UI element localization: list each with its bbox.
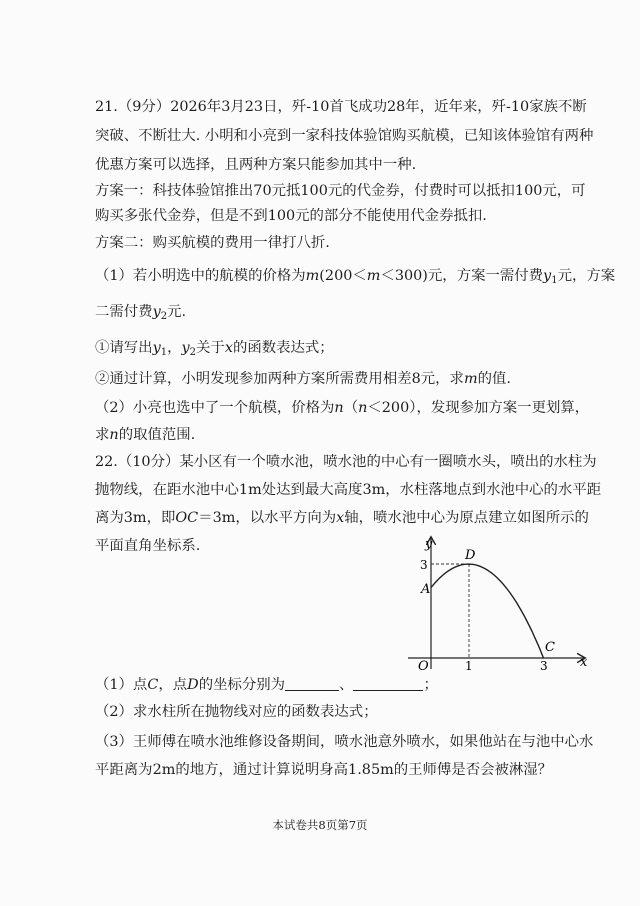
text: 轴，喷水池中心为原点建立如图所示的 xyxy=(344,510,589,526)
text: 元，方案 xyxy=(557,268,616,284)
tick-y-3: 3 xyxy=(420,558,428,572)
var-n: n xyxy=(334,400,344,416)
q21-sub-1 xyxy=(95,338,334,358)
page-footer: 本试卷共8页第7页 xyxy=(272,818,368,832)
text: ，点 xyxy=(158,677,188,693)
subscript: 2 xyxy=(160,311,168,322)
tick-x-1: 1 xyxy=(465,659,473,672)
segment-oc: OC xyxy=(175,510,199,526)
x-axis-label: x xyxy=(580,655,588,670)
text: 元. xyxy=(167,304,187,320)
text: ； xyxy=(423,677,438,693)
text: 、 xyxy=(339,677,354,693)
text: ②通过计算，小明发现参加两种方案所需费用相差8元，求 xyxy=(95,371,464,387)
point-c-label: C xyxy=(545,640,555,655)
text: 的值. xyxy=(477,371,511,387)
q22-part3-line-2: 平距离为2m的地方，通过计算说明身高1.85m的王师傅是否会被淋湿？ xyxy=(95,762,553,778)
answer-blank-c[interactable] xyxy=(285,676,339,691)
var-y: y xyxy=(152,304,161,320)
text: （1）点 xyxy=(95,677,148,693)
text: 的取值范围. xyxy=(118,427,196,443)
var-x: x xyxy=(336,510,345,526)
q21-part1-line-1 xyxy=(95,266,615,286)
q21-sub-2 xyxy=(95,369,511,389)
text: ＝3m，以水平方向为 xyxy=(198,510,337,526)
q21-plan2: 方案二：购买航模的费用一律打八折. xyxy=(95,235,330,251)
text: 二需付费 xyxy=(95,304,153,320)
text: ， xyxy=(167,340,182,356)
q21-part1-line-2 xyxy=(95,302,186,322)
text: 的函数表达式； xyxy=(232,340,334,356)
var-n: n xyxy=(358,400,368,416)
q21-part2-line-2 xyxy=(95,425,195,445)
parabola-curve xyxy=(431,564,544,658)
q22-line-4: 平面直角坐标系. xyxy=(95,538,201,554)
var-n: n xyxy=(109,427,119,443)
q21-line-3: 优惠方案可以选择，且两种方案只能参加其中一种. xyxy=(95,157,417,173)
text: 关于 xyxy=(196,340,225,356)
var-m: m xyxy=(305,268,320,284)
y-axis-label: y xyxy=(425,537,433,552)
var-y: y xyxy=(543,268,552,284)
text: 的坐标分别为 xyxy=(198,677,286,693)
subscript: 1 xyxy=(160,347,168,358)
q22-line-1: 22.（10分）某小区有一个喷水池，喷水池的中心有一圈喷水头，喷出的水柱为 xyxy=(95,454,597,470)
point-d-label: D xyxy=(465,548,476,563)
var-m: m xyxy=(463,371,478,387)
subscript: 1 xyxy=(551,275,558,286)
var-x: x xyxy=(224,340,233,356)
text: （2）小亮也选中了一个航模，价格为 xyxy=(95,400,335,416)
text: （1）若小明选中的航模的价格为 xyxy=(95,268,306,284)
text: （ xyxy=(343,400,359,416)
var-y: y xyxy=(181,340,190,356)
tick-x-3: 3 xyxy=(540,659,548,672)
q22-line-3 xyxy=(95,508,589,528)
text: (200＜ xyxy=(319,268,367,284)
text: 离为3m，即 xyxy=(95,510,176,526)
q21-line-1: 21.（9分）2026年3月23日，歼-10首飞成功28年，近年来，歼-10家族不断 xyxy=(95,99,587,115)
q22-part1 xyxy=(95,675,438,695)
point-d: D xyxy=(187,677,199,693)
point-a-label: A xyxy=(421,582,431,597)
q21-plan1-line-2: 购买多张代金券，但是不到100元的部分不能使用代金券抵扣. xyxy=(95,208,487,224)
answer-blank-d[interactable] xyxy=(353,676,423,691)
parabola-graph xyxy=(402,532,592,672)
text: 求 xyxy=(95,427,110,443)
q21-part2-line-1 xyxy=(95,398,589,418)
text: ＜300)元，方案一需付费 xyxy=(380,268,544,284)
q22-part2: （2）求水柱所在抛物线对应的函数表达式； xyxy=(95,704,378,720)
point-c: C xyxy=(147,677,159,693)
q21-plan1-line-1: 方案一：科技体验馆推出70元抵100元的代金券，付费时可以抵扣100元，可 xyxy=(95,183,586,199)
origin-label: O xyxy=(418,659,429,672)
subscript: 2 xyxy=(189,347,197,358)
q21-line-2: 突破、不断壮大. 小明和小亮到一家科技体验馆购买航模，已知该体验馆有两种 xyxy=(95,128,594,144)
text: ＜200），发现参加方案一更划算， xyxy=(367,400,590,416)
q22-part3-line-1: （3）王师傅在喷水池维修设备期间，喷水池意外喷水，如果他站在与池中心水 xyxy=(95,734,594,750)
var-m: m xyxy=(366,268,381,284)
q22-line-2: 抛物线，在距水池中心1m处达到最大高度3m，水柱落地点到水池中心的水平距 xyxy=(95,482,602,498)
text: ①请写出 xyxy=(95,340,153,356)
var-y: y xyxy=(152,340,161,356)
